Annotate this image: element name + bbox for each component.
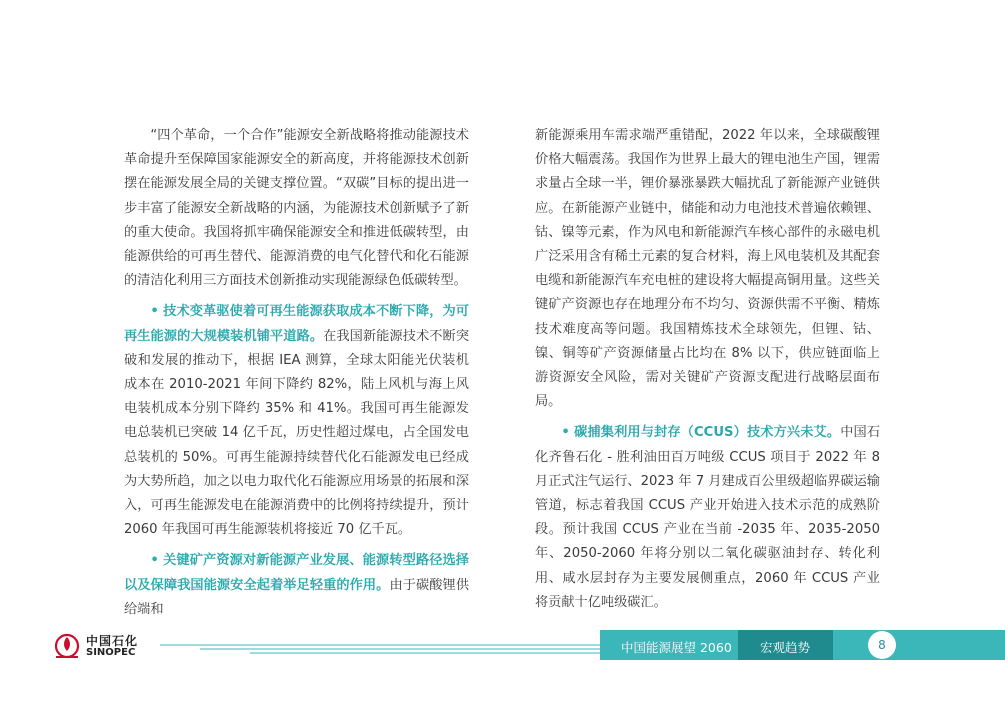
- intro-paragraph: “四个革命，一个合作”能源安全新战略将推动能源技术革命提升至保障国家能源安全的新高度，并将能源技术创新摆在能源发展全局的关键支撑位置。“双碳”目标的提出进一步丰富了能源安全新战略的内涵，为能源技术创新赋予了新的重大使命。我国将抓牢确保能源安全和推进低碳转型，由能源供给的可再生替代、能源消费的电气化替代和化石能源的清洁化利用三方面技术创新推动实现能源绿色低碳转型。: [124, 128, 469, 289]
- bullet-body: 中国石化齐鲁石化 - 胜利油田百万吨级 CCUS 项目于 2022 年 8 月正式注气运行、2023 年 7 月建成百公里级超临界碳运输管道，标志着我国 CCUS 产业开始进入技术示范的成熟阶段。预计我国 CCUS 产业在当前 -2035 年、2035-2050 年、2050-2060 年将分别以二氧化碳驱油封存、转化利用、咸水层封存为主要发展侧重点，2060 年 CCUS 产业将贡献十亿吨级碳汇。: [535, 425, 881, 610]
- right-column: [535, 124, 880, 622]
- footer-page-band: [833, 630, 1005, 660]
- sinopec-logo-icon: [52, 632, 82, 662]
- bullet-heading: 碳捕集利用与封存（CCUS）技术方兴未艾。: [574, 425, 841, 441]
- bullet-dot: •: [150, 553, 159, 569]
- bullet-dot: •: [561, 425, 570, 441]
- bullet-ccus: [535, 421, 880, 615]
- bullet-dot: •: [150, 304, 159, 320]
- bullet-critical-minerals: [124, 549, 469, 622]
- minerals-continuation: 新能源乘用车需求端严重错配，2022 年以来，全球碳酸锂价格大幅震荡。我国作为世界上最大的锂电池生产国，锂需求量占全球一半，锂价暴涨暴跌大幅扰乱了新能源产业链供应。在新能源产业链中，储能和动力电池技术普遍依赖锂、钴、镍等元素，作为风电和新能源汽车核心部件的永磁电机广泛采用含有稀土元素的复合材料，海上风电装机及其配套电缆和新能源汽车充电桩的建设将大幅提高铜用量。这些关键矿产资源也存在地理分布不均匀、资源供需不平衡、精炼技术难度高等问题。我国精炼技术全球领先，但锂、钴、镍、铜等矿产资源储量占比均在 8% 以下，供应链面临上游资源安全风险，需对关键矿产资源支配进行战略层面布局。: [535, 128, 880, 410]
- logo-chinese-name: 中国石化: [86, 634, 139, 648]
- bullet-body: 由于碳酸锂供给端和: [124, 577, 470, 617]
- left-column: [124, 124, 469, 629]
- bullet-body: 在我国新能源技术不断突破和发展的推动下，根据 IEA 测算，全球太阳能光伏装机成本在 2010-2021 年间下降约 82%，陆上风机与海上风电装机成本分别下降约 35% 和 41%。我国可再生能源发电总装机已突破 14 亿千瓦，历史性超过煤电，占全国发电总装机的 50%。可再生能源持续替代化石能源发电已经成为大势所趋，加之以电力取代化石能源应用场景的拓展和深入，可再生能源发电在能源消费中的比例将持续提升，预计 2060 年我国可再生能源装机将接近 70 亿千瓦。: [124, 328, 470, 538]
- bullet-renewable-cost: [124, 300, 469, 542]
- page-number: 8: [868, 631, 896, 659]
- bullet-heading: 关键矿产资源对新能源产业发展、能源转型路径选择以及保障我国能源安全起着举足轻重的作用。: [124, 553, 469, 593]
- bullet-heading: 技术变革驱使着可再生能源获取成本不断下降，为可再生能源的大规模装机铺平道路。: [124, 304, 469, 344]
- footer-decor-lines: [160, 633, 600, 663]
- section-label: 宏观趋势: [760, 640, 811, 655]
- logo-english-name: SINOPEC: [86, 647, 136, 658]
- report-title: 中国能源展望 2060: [621, 640, 732, 655]
